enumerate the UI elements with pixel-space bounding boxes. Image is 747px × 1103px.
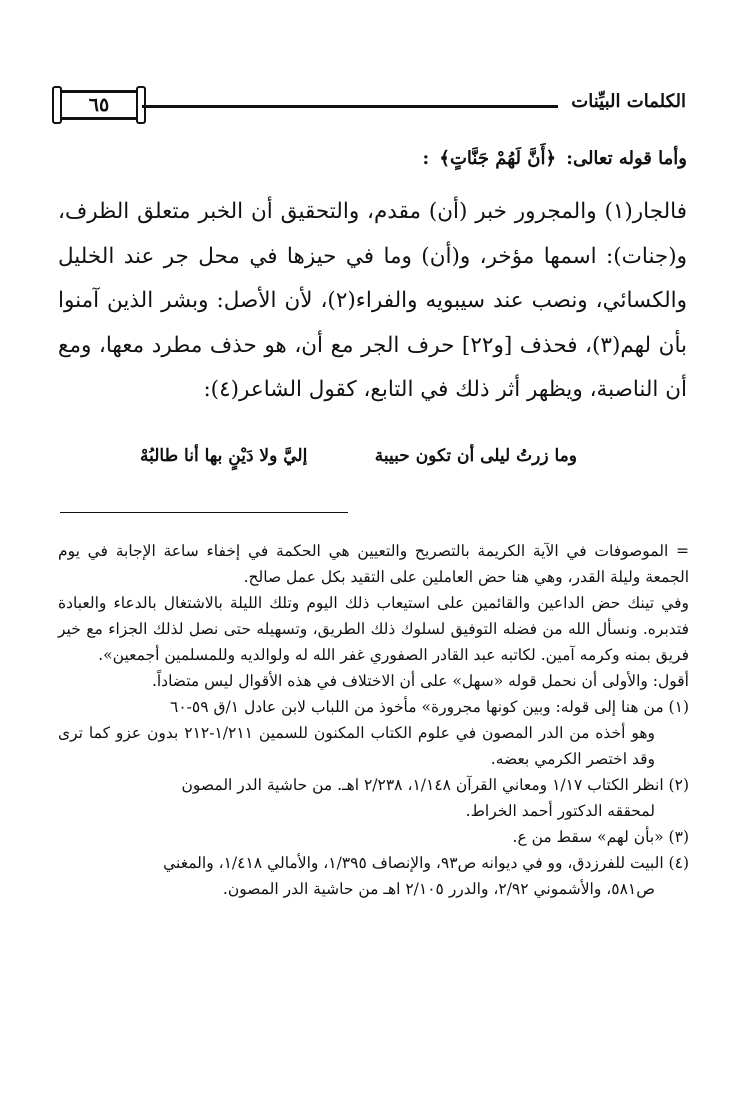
section-heading (58, 148, 687, 169)
footnote-continuation: أقول: والأولى أن نحمل قوله «سهل» على أن الاختلاف في هذه الأقوال ليس متضاداً. (151, 672, 689, 690)
body-paragraph: فالجار(١) والمجرور خبر (أن) مقدم، والتحقيق أن الخبر متعلق الظرف، و(جنات): اسمها مؤخر، و(أن) وما في حيزها في محل جر عند الخليل والكسائي، ونصب عند سيبويه والفراء(٢)، لأن الأصل: وبشر الذين آمنوا بأن لهم(٣)، فحذف [و٢٢] حرف الجر مع أن، هو حذف مطرد معها، ومع أن الناصبة، ويظهر أثر ذلك في التابع، كقول الشاعر(٤): (58, 199, 688, 402)
verse-first-hemistich: وما زرتُ ليلى أن تكون حبيبة (374, 446, 577, 466)
quran-ayah: ﴿أَنَّ لَهُمْ جَنَّاتٍ﴾ (439, 148, 557, 169)
footnote-3: (٣) «بأن لهم» سقط من ع. (512, 828, 689, 846)
poetry-verse (60, 446, 687, 476)
footnote-continuation: وفي تينك حض الداعين والقائمين على استيعاب ذلك اليوم وتلك الليلة بالاشتغال بالدعاء والعبادة فتدبره. ونسأل الله من فضله التوفيق لسلوك ذلك الطريق، وتسهيله حتى نصل لذلك الجزاء مع خير فريق بمنه وكرمه آمين. لكاتبه عبد القادر الصفوري غفر الله له ولوالديه وللمسلمين أجمعين». (58, 594, 689, 664)
footnote-4-continuation: ص٥٨١، والأشموني ٢/٩٢، والدرر ٢/١٠٥ اهـ من حاشية الدر المصون. (222, 880, 655, 898)
footnote-4: (٤) البيت للفرزدق، وو في ديوانه ص٩٣، والإنصاف ١/٣٩٥، والأمالي ١/٤١٨، والمغني (163, 854, 689, 872)
footnote-continuation: = الموصوفات في الآية الكريمة بالتصريح والتعيين هي الحكمة في إخفاء ساعة الإجابة في يوم الجمعة وليلة القدر، وهي هنا حض العاملين على التقيد بكل عمل صالح. (58, 542, 689, 586)
footnotes (58, 538, 689, 902)
footnote-1-continuation: وهو أخذه من الدر المصون في علوم الكتاب المكنون للسمين ١/٢١١-٢١٢ بدون عزو كما ترى وقد اختصر الكرمي بعضه. (58, 724, 655, 768)
heading-suffix: : (422, 148, 430, 169)
body-text (58, 190, 687, 413)
page-number-frame (58, 90, 140, 120)
footnote-2-continuation: لمحققه الدكتور أحمد الخراط. (465, 802, 655, 820)
footnote-1: (١) من هنا إلى قوله: وبين كونها مجرورة» مأخوذ من اللباب لابن عادل ١/ق ٥٩-٦٠ (170, 698, 689, 716)
heading-prefix: وأما قوله تعالى: (566, 148, 687, 169)
footnote-2: (٢) انظر الكتاب ١/١٧ ومعاني القرآن ١/١٤٨، ٢/٢٣٨ اهـ. من حاشية الدر المصون (181, 776, 689, 794)
page-number: ٦٥ (88, 94, 110, 116)
header-rule (142, 105, 558, 108)
page-header (58, 88, 686, 128)
running-title: الكلمات البيِّنات (571, 91, 686, 112)
verse-second-hemistich: إليَّ ولا دَيْنٍ بها أنا طالبُهْ (140, 446, 308, 466)
footnote-separator (60, 512, 348, 513)
